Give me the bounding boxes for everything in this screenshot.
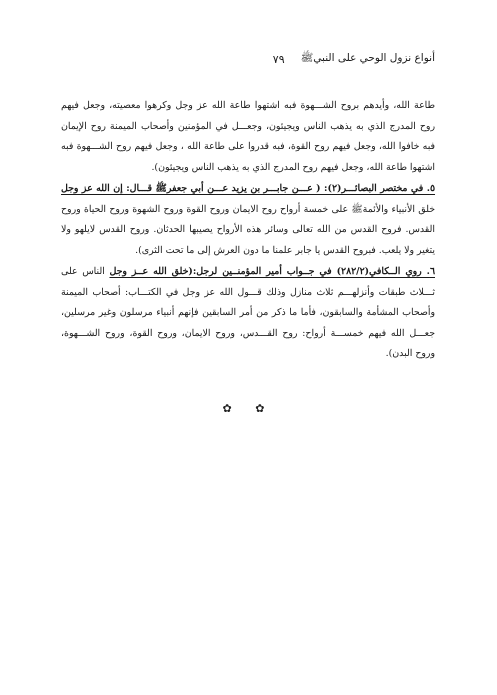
page-header bbox=[62, 50, 435, 68]
paragraph bbox=[61, 179, 435, 261]
running-title: أنواع نزول الوحي على النبيﷺ bbox=[300, 51, 435, 64]
paragraph-heading: ٥. في مختصر البصائـــر(٢): ( عـــن جابـــر بن يزيد عـــن أبي جعفرﷺ قـــال: إن الله عز وجل bbox=[61, 183, 436, 194]
paragraph-heading: ٦. روي الــكافي(٢٨٢/٢) في جــواب أمير المؤمنــين لرجل:(خلق الله عــز وجل bbox=[109, 266, 435, 277]
paragraph bbox=[61, 96, 435, 178]
paragraph-text: الناس على ثـــلاث طبقات وأنزلهـــم ثلاث منازل وذلك قـــول الله عز وجل في الكتـــاب: أصحاب الميمنة وأصحاب المشأمة والسابقون، فأما ما ذكر من أمر السابقين فإنهم أنبياء مرسلون وغير مرسلين، جعـــل الله فيهم خمســـة أرواح: روح القـــدس، وروح الايمان، وروح القوة، وروح الشـــهوة، وروح البدن). bbox=[61, 266, 435, 359]
paragraph bbox=[61, 262, 435, 365]
body-text bbox=[61, 96, 435, 365]
paragraph-text: طاعة الله، وأيدهم بروح الشـــهوة فبه اشتهوا طاعة الله عز وجل وكرهوا معصيته، وجعل فيهم روح المدرج الذي به يذهب الناس ويجيئون، وجعـــل في المؤمنين وأصحاب الميمنة روح الإيمان فبه خافوا الله، وجعل فيهم روح القوة، فبه قدروا على طاعة الله ، وجعل فيهم روح الشـــهوة فبه اشتهوا طاعة الله، وجعل فيهم روح المدرج الذي به يذهب الناس ويجيئون). bbox=[61, 100, 435, 173]
paragraph-text: خلق الأنبياء والأئمةﷺ على خمسة أرواح روح الايمان وروح القوة وروح الشهوة وروح الحياة وروح القدس. فروح القدس من الله تعالى وسائر هذه الأرواح يصيبها الحدثان. وروح القدس لايلهو ولا يتغير ولا يلعب. فبروح القدس يا جابر علمنا ما دون العرش إلى ما تحت الثرى). bbox=[61, 203, 435, 256]
page-number: ٧٩ bbox=[272, 52, 285, 66]
section-end-ornament: ✿ ✿ bbox=[222, 402, 275, 415]
